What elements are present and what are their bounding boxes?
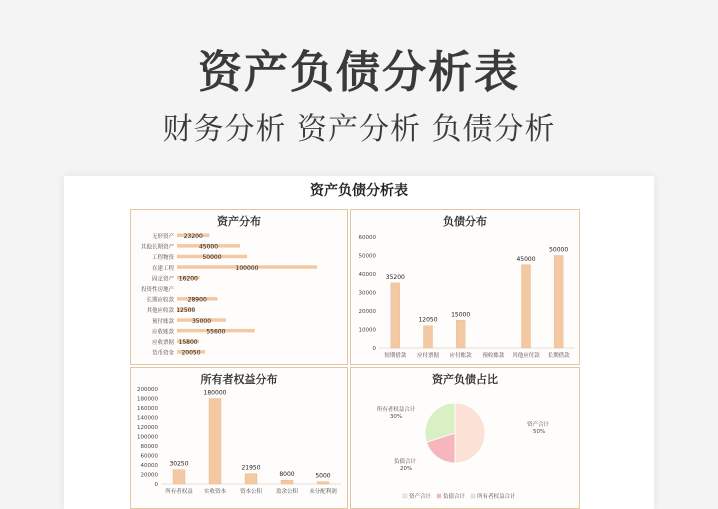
chart-title: 所有者权益分布: [200, 373, 278, 386]
tick-label: 80000: [140, 444, 158, 450]
hero-title: 资产负债分析表: [198, 47, 520, 98]
data-label: 21950: [241, 464, 261, 472]
data-label: 180000: [203, 389, 227, 397]
spreadsheet-preview: [64, 176, 654, 509]
chart-title: 资产分布: [217, 215, 261, 228]
bar: [209, 399, 221, 485]
tick-label: 10000: [358, 327, 376, 334]
tick-label: 40000: [358, 272, 376, 278]
category-label: 应收账款: [151, 329, 174, 336]
legend-label: 资产合计: [409, 494, 432, 500]
category-label: 应付账款: [449, 353, 472, 359]
hero-subtitle: 财务分析 资产分析 负债分析: [162, 112, 556, 147]
bar: [522, 265, 531, 348]
legend-label: 负债合计: [443, 494, 466, 500]
data-label: 30250: [169, 460, 189, 468]
category-label: 预付账款: [151, 318, 174, 325]
sheet-title: 资产负债分析表: [310, 183, 408, 199]
slice-percent: 20%: [400, 466, 413, 472]
data-label: 15800: [178, 339, 198, 346]
bar: [456, 320, 465, 348]
legend-swatch: [403, 494, 407, 498]
data-label: 12500: [176, 307, 196, 315]
data-label: 50000: [549, 246, 569, 254]
equity-distribution-panel: [130, 367, 348, 509]
category-label: 未分配利润: [309, 489, 337, 495]
legend-swatch: [437, 494, 441, 498]
tick-label: 30000: [358, 290, 376, 297]
asset-liability-ratio-panel: [350, 367, 580, 509]
category-label: 其他应付款: [512, 353, 540, 359]
legend-label: 所有者权益合计: [477, 494, 516, 500]
tick-label: 140000: [137, 415, 158, 422]
category-label: 盈余公积: [275, 489, 299, 495]
category-label: 资本公积: [239, 489, 263, 495]
tick-label: 60000: [140, 453, 158, 460]
category-label: 应收票据: [151, 340, 174, 346]
asset-distribution-chart: [131, 210, 347, 364]
bar: [554, 256, 563, 349]
slice-percent: 50%: [533, 429, 546, 435]
tick-label: 20000: [140, 472, 158, 479]
category-label: 长期借款: [547, 353, 570, 359]
slice-percent: 30%: [389, 414, 403, 420]
tick-label: 160000: [137, 406, 158, 412]
category-label: 无形资产: [151, 234, 174, 240]
data-label: 55600: [206, 328, 226, 336]
liability-distribution-chart: [351, 210, 579, 364]
data-label: 15000: [451, 311, 471, 319]
tick-label: 20000: [358, 309, 376, 315]
data-label: 45000: [198, 243, 219, 251]
category-label: 所有者权益: [165, 489, 193, 495]
tick-label: 50000: [358, 253, 376, 260]
category-label: 在建工程: [151, 265, 174, 272]
category-label: 货币资金: [151, 350, 174, 357]
category-label: 长期应收款: [146, 297, 174, 304]
data-label: 100000: [235, 264, 259, 272]
slice-label: 资产合计: [527, 422, 550, 428]
category-label: 工程物资: [151, 255, 174, 262]
data-label: 50000: [202, 254, 222, 262]
bar: [245, 474, 257, 484]
tick-label: 60000: [358, 235, 376, 241]
tick-label: 0: [372, 346, 376, 352]
category-label: 固定资产: [151, 276, 174, 283]
bar: [391, 283, 400, 348]
data-label: 35200: [385, 273, 405, 281]
data-label: 35000: [191, 317, 212, 325]
data-label: 12050: [418, 316, 438, 324]
data-label: 23200: [183, 233, 203, 240]
pie-slice: [455, 403, 485, 463]
tick-label: 120000: [137, 425, 158, 431]
category-label: 短期借款: [384, 353, 407, 359]
category-label: 其他应收款: [146, 308, 174, 315]
data-label: 45000: [516, 255, 536, 263]
slice-label: 负债合计: [394, 459, 417, 465]
bar: [281, 480, 293, 484]
category-label: 投资性房地产: [140, 287, 174, 293]
bar: [424, 326, 433, 348]
tick-label: 100000: [137, 434, 158, 441]
data-label: 20050: [181, 349, 201, 357]
tick-label: 180000: [137, 396, 158, 403]
data-label: 8000: [279, 471, 295, 479]
equity-distribution-chart: [131, 368, 347, 508]
category-label: 其他长期资产: [140, 244, 174, 251]
chart-title: 资产负债占比: [432, 373, 498, 386]
category-label: 预收账款: [482, 353, 505, 359]
tick-label: 0: [154, 482, 158, 488]
bar: [317, 482, 329, 484]
data-label: 28900: [187, 296, 207, 304]
slice-label: 所有者权益合计: [376, 407, 416, 413]
asset-liability-ratio-chart: [351, 368, 579, 508]
chart-title: 负债分布: [443, 215, 487, 228]
tick-label: 200000: [137, 387, 158, 393]
category-label: 实收资本: [203, 489, 227, 495]
liability-distribution-panel: [350, 209, 580, 365]
bar: [173, 470, 185, 484]
data-label: 16200: [178, 275, 198, 283]
data-label: 5000: [315, 472, 331, 480]
asset-distribution-panel: [130, 209, 348, 365]
legend-swatch: [471, 494, 475, 498]
tick-label: 40000: [140, 463, 158, 469]
category-label: 应付票据: [416, 353, 440, 359]
